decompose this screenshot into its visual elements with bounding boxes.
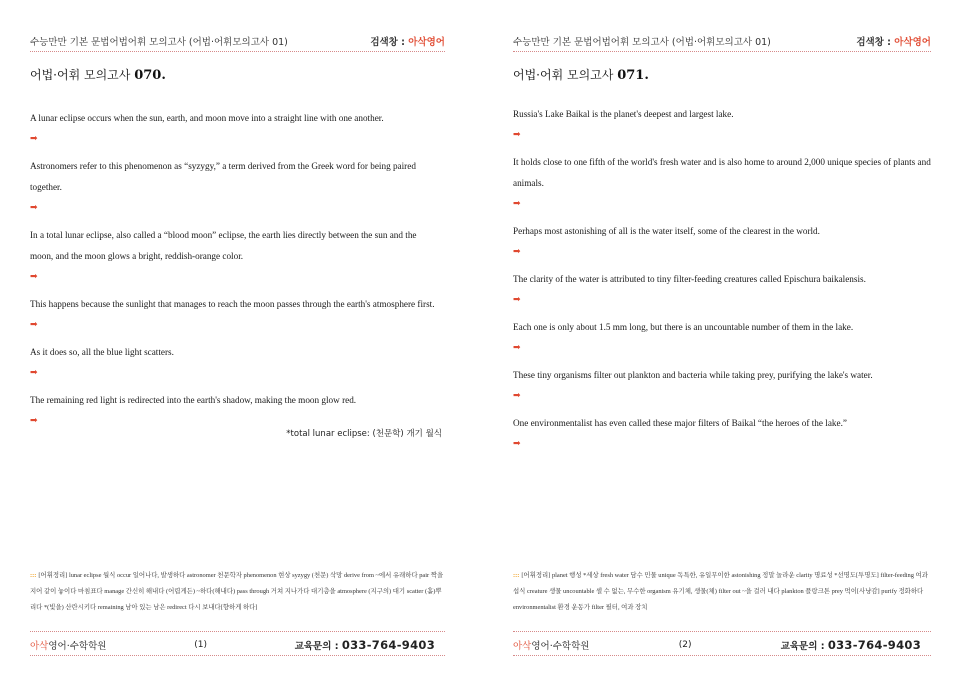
page-header <box>513 32 931 50</box>
contact-label: 교육문의 : <box>294 641 342 652</box>
page-2 <box>483 0 966 683</box>
arrow-icon: ➡ <box>513 343 521 353</box>
arrow-icon: ➡ <box>513 199 521 209</box>
arrow-icon: ➡ <box>513 247 521 257</box>
contact <box>781 638 921 652</box>
sentence: As it does so, all the blue light scatters. <box>30 347 174 357</box>
academy-rest: 영어·수학학원 <box>48 641 107 652</box>
search-hint <box>370 34 445 48</box>
brand-name: 아삭영어 <box>894 37 931 48</box>
contact-label: 교육문의 : <box>780 641 828 652</box>
academy-name <box>513 638 589 652</box>
arrow-icon: ➡ <box>513 295 521 305</box>
sentence: This happens because the sunlight that manages to reach the moon passes through the earth's atmosphere first. <box>30 299 435 309</box>
footer-rule <box>513 631 931 632</box>
sentence: Each one is only about 1.5 mm long, but there is an uncountable number of them in the lake. <box>513 322 854 332</box>
exam-number: 070. <box>134 68 166 83</box>
footer-bottom-rule <box>513 655 931 656</box>
footnote: *total lunar eclipse: (천문학) 개기 월식 <box>286 429 442 439</box>
exam-title <box>513 66 649 83</box>
sentence: It holds close to one fifth of the world's fresh water and is also home to around 2,000 unique species of plants and animals. <box>513 157 931 188</box>
arrow-icon: ➡ <box>30 416 38 426</box>
arrow-icon: ➡ <box>30 203 38 213</box>
academy-rest: 영어·수학학원 <box>531 641 590 652</box>
arrow-icon: ➡ <box>513 439 521 449</box>
arrow-icon: ➡ <box>30 134 38 144</box>
passage <box>513 104 931 461</box>
header-rule <box>513 51 931 52</box>
header-rule <box>30 51 445 52</box>
book-title: 수능만만 기본 문법어법어휘 모의고사 (어법·어휘모의고사 01) <box>30 37 288 48</box>
vocab-box <box>30 568 445 616</box>
page-footer <box>30 637 435 653</box>
arrow-icon: ➡ <box>30 272 38 282</box>
exam-number: 071. <box>617 68 649 83</box>
page-header <box>30 32 445 50</box>
sentence: In a total lunar eclipse, also called a “blood moon” eclipse, the earth lies directly between the sun and the moon, and the moon glows a bright, reddish-orange color. <box>30 230 417 261</box>
page-footer <box>513 637 921 653</box>
sentence: One environmentalist has even called these major filters of Baikal “the heroes of the lake.” <box>513 418 847 428</box>
search-label: 검색창 : <box>856 37 895 48</box>
arrow-icon: ➡ <box>513 130 521 140</box>
phone-number: 033-764-9403 <box>341 638 435 652</box>
vocab-mark-icon: ::: <box>513 572 520 579</box>
academy-highlight: 아삭 <box>513 641 532 652</box>
footer-bottom-rule <box>30 655 445 656</box>
search-hint <box>856 34 931 48</box>
sentence: These tiny organisms filter out plankton and bacteria while taking prey, purifying the lake's water. <box>513 370 873 380</box>
footer-rule <box>30 631 445 632</box>
book-title: 수능만만 기본 문법어법어휘 모의고사 (어법·어휘모의고사 01) <box>513 37 771 48</box>
contact <box>295 638 435 652</box>
sentence: The clarity of the water is attributed to tiny filter-feeding creatures called Epischura baikalensis. <box>513 274 866 284</box>
page-number: (1) <box>194 640 207 650</box>
academy-highlight: 아삭 <box>30 641 49 652</box>
sentence: Russia's Lake Baikal is the planet's deepest and largest lake. <box>513 109 734 119</box>
brand-name: 아삭영어 <box>408 37 445 48</box>
arrow-icon: ➡ <box>30 368 38 378</box>
sentence: Perhaps most astonishing of all is the water itself, some of the clearest in the world. <box>513 226 820 236</box>
vocab-box <box>513 568 931 616</box>
exam-title-text: 어법·어휘 모의고사 <box>30 68 135 82</box>
sentence: A lunar eclipse occurs when the sun, earth, and moon move into a straight line with one another. <box>30 113 384 123</box>
vocab-text: [어휘정리] planet 행성 *세상 fresh water 담수 민물 unique 독특한, 유일무이한 astonishing 정말 놀라운 clarity 명료성 *선명도[투명도] filter-feeding 여과 섭식 creature 생물 uncountable 셀 수 없는, 무수한 organism 유기체, 생물(체) filter out ~을 걸러 내다 plankton 플랑크톤 prey 먹이[사냥감] purify 정화하다 environmentalist 환경 운동가 filter 필터, 여과 장치 <box>513 572 928 611</box>
search-label: 검색창 : <box>370 37 409 48</box>
sentence: Astronomers refer to this phenomenon as “syzygy,” a term derived from the Greek word for being paired together. <box>30 161 416 192</box>
arrow-icon: ➡ <box>30 320 38 330</box>
phone-number: 033-764-9403 <box>827 638 921 652</box>
exam-title <box>30 66 166 83</box>
arrow-icon: ➡ <box>513 391 521 401</box>
vocab-text: [어휘정리] lunar eclipse 월식 occur 일어나다, 발생하다 astronomer 천문학자 phenomenon 현상 syzygy (천문) 삭망 derive from ~에서 유래하다 pair 짝을 지어 같이 놓이다 마침표다 manage 간신히 해내다 (어렵게든) ~하다(해내다) pass through 거쳐 지나가다 대기층을 atmosphere (지구의) 대기 scatter (흩)뿌리다 *(빛을) 산란시키다 remaining 남아 있는 남은 redirect 다시 보내다[향하게 하다] <box>30 572 444 611</box>
exam-title-text: 어법·어휘 모의고사 <box>513 68 618 82</box>
page-number: (2) <box>678 640 692 650</box>
sentence: The remaining red light is redirected into the earth's shadow, making the moon glow red. <box>30 395 357 405</box>
vocab-mark-icon: ::: <box>30 572 37 579</box>
passage <box>30 108 442 454</box>
academy-name <box>30 638 106 652</box>
